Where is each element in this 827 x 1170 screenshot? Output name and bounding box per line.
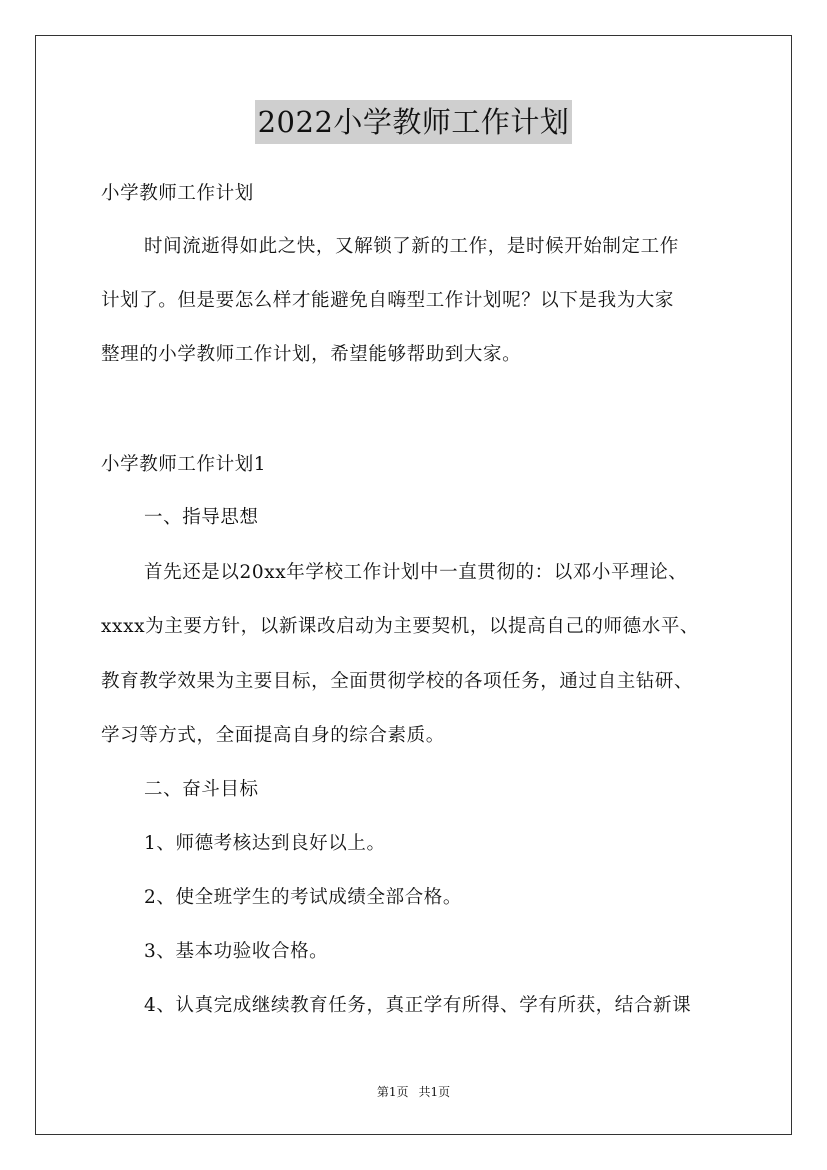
paragraph-line: 首先还是以20xx年学校工作计划中一直贯彻的：以邓小平理论、 [144,562,688,583]
list-item: 3、基本功验收合格。 [144,941,329,962]
paragraph-line: 教育教学效果为主要目标，全面贯彻学校的各项任务，通过自主钻研、 [101,671,694,692]
paragraph-line: 整理的小学教师工作计划，希望能够帮助到大家。 [101,344,522,365]
paragraph-line: 学习等方式，全面提高自身的综合素质。 [101,725,445,746]
document-title [0,100,827,144]
page-number: 第1页 [376,1085,409,1099]
paragraph-line: xxxx为主要方针，以新课改启动为主要契机，以提高自己的师德水平、 [101,616,700,637]
paragraph-line: 计划了。但是要怎么样才能避免自嗨型工作计划呢？以下是我为大家 [101,290,675,311]
page-footer [0,1084,827,1100]
section-heading: 小学教师工作计划1 [101,454,267,475]
list-item: 2、使全班学生的考试成绩全部合格。 [144,887,462,908]
list-item: 4、认真完成继续教育任务，真正学有所得、学有所获，结合新课 [144,995,692,1016]
subsection-heading: 一、指导思想 [144,507,259,528]
paragraph-line: 时间流逝得如此之快，又解锁了新的工作，是时候开始制定工作 [144,236,679,257]
section-heading: 小学教师工作计划 [101,183,254,204]
list-item: 1、师德考核达到良好以上。 [144,833,386,854]
page-total: 共1页 [418,1085,451,1099]
document-title-text: 2022小学教师工作计划 [255,100,573,144]
subsection-heading: 二、奋斗目标 [144,779,259,800]
